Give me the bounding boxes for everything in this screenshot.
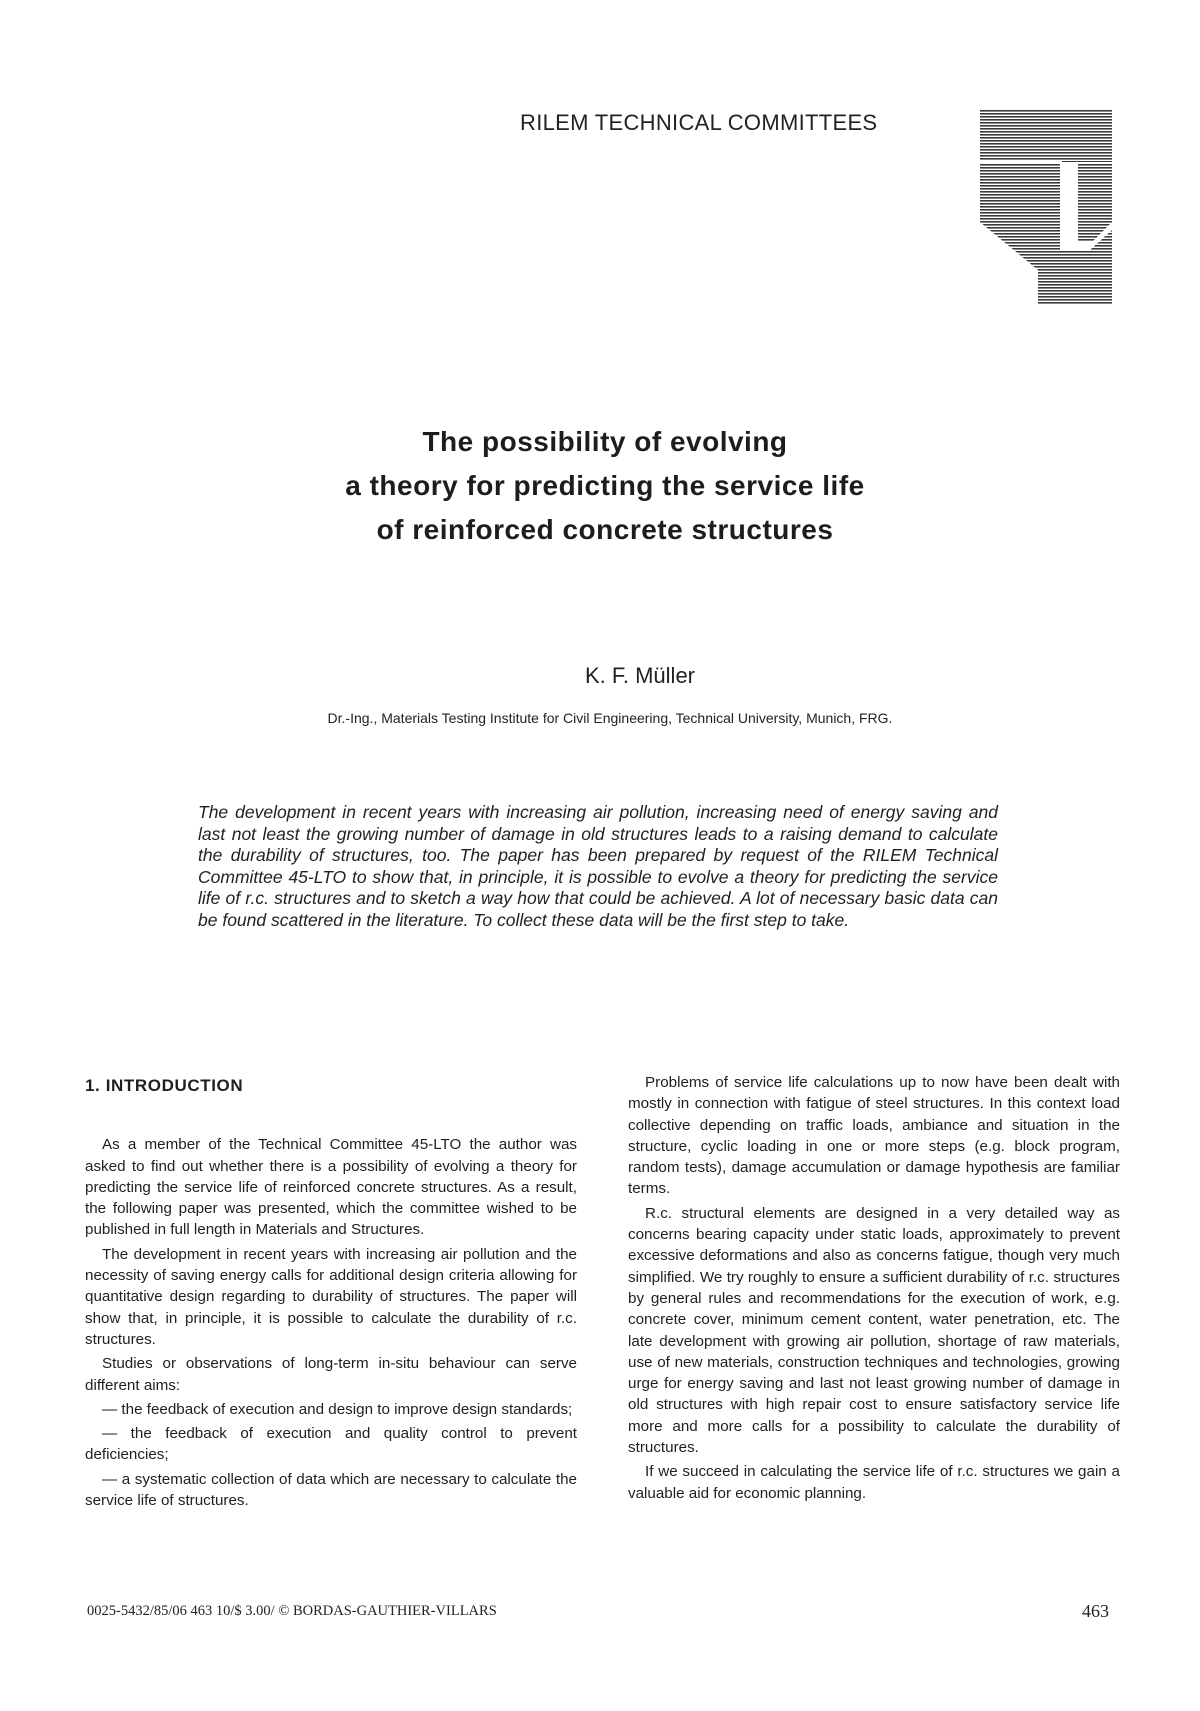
author-affiliation: Dr.-Ing., Materials Testing Institute for Civil Engineering, Technical University, Munich, FRG.: [327, 710, 893, 726]
paragraph: As a member of the Technical Committee 45-LTO the author was asked to find out whether there is a possibility of evolving a theory for predicting the service life of reinforced concrete structures. As a result, the following paper was presented, which the committee wished to be published in full length in Materials and Structures.: [85, 1136, 577, 1239]
author-name: K. F. Müller: [584, 663, 696, 688]
left-column: [85, 1075, 577, 1514]
title-line-1: The possibility of evolving: [422, 426, 788, 457]
page-number: 463: [1082, 1601, 1109, 1621]
paragraph: Studies or observations of long-term in-situ behaviour can serve different aims:: [85, 1355, 577, 1394]
paragraph: R.c. structural elements are designed in a very detailed way as concerns bearing capacity under static loads, approximately to prevent excessive deformations and also as concerns fatigue, though very much simplified. We try roughly to ensure a sufficient durability of r.c. structures by general rules and recommendations for the execution of work, e.g. concrete cover, minimum cement content, water penetration, etc. The late development with growing air pollution, shortage of raw materials, use of new materials, construction techniques and technologies, growing urge for energy saving and last not least growing number of damage in old structures with high repair cost to ensure satisfactory service life more and more calls for a possibility to calculate the durability of structures.: [628, 1204, 1120, 1457]
list-item: — the feedback of execution and quality control to prevent deficiencies;: [85, 1425, 577, 1464]
right-column: [628, 1072, 1120, 1507]
footer-copyright: 0025-5432/85/06 463 10/$ 3.00/ © BORDAS-GAUTHIER-VILLARS: [87, 1603, 497, 1619]
title-line-2: a theory for predicting the service life: [345, 470, 865, 501]
paragraph: The development in recent years with increasing air pollution and the necessity of saving energy calls for additional design criteria allowing for quantitative design regarding to durability of structures. The paper will show that, in principle, it is possible to calculate the durability of r.c. structures.: [85, 1245, 577, 1348]
series-header: RILEM TECHNICAL COMMITTEES: [520, 110, 878, 135]
rilem-striped-logo-icon: [980, 110, 1112, 309]
paragraph: Problems of service life calculations up to now have been dealt with mostly in connection with fatigue of steel structures. In this context load collective depending on traffic loads, ambiance and situation in the structure, cyclic loading in one or more steps (e.g. block program, random tests), damage accumulation or damage hypothesis are familiar terms.: [628, 1074, 1120, 1198]
list-item: — the feedback of execution and design to improve design standards;: [102, 1400, 573, 1418]
section-heading: 1. INTRODUCTION: [85, 1076, 244, 1095]
list-item: — a systematic collection of data which are necessary to calculate the service life of structures.: [85, 1470, 577, 1510]
paper-title: [200, 420, 1010, 552]
paragraph: If we succeed in calculating the service life of r.c. structures we gain a valuable aid for economic planning.: [628, 1463, 1120, 1502]
abstract: The development in recent years with increasing air pollution, increasing need of energy saving and last not least the growing number of damage in old structures leads to a raising demand to calculate the durability of structures, too. The paper has been prepared by request of the RILEM Technical Committee 45-LTO to show that, in principle, it is possible to evolve a theory for predicting the service life of r.c. structures and to sketch a way how that could be achieved. A lot of necessary basic data can be found scattered in the literature. To collect these data will be the first step to take.: [198, 802, 998, 930]
title-line-3: of reinforced concrete structures: [376, 514, 834, 545]
